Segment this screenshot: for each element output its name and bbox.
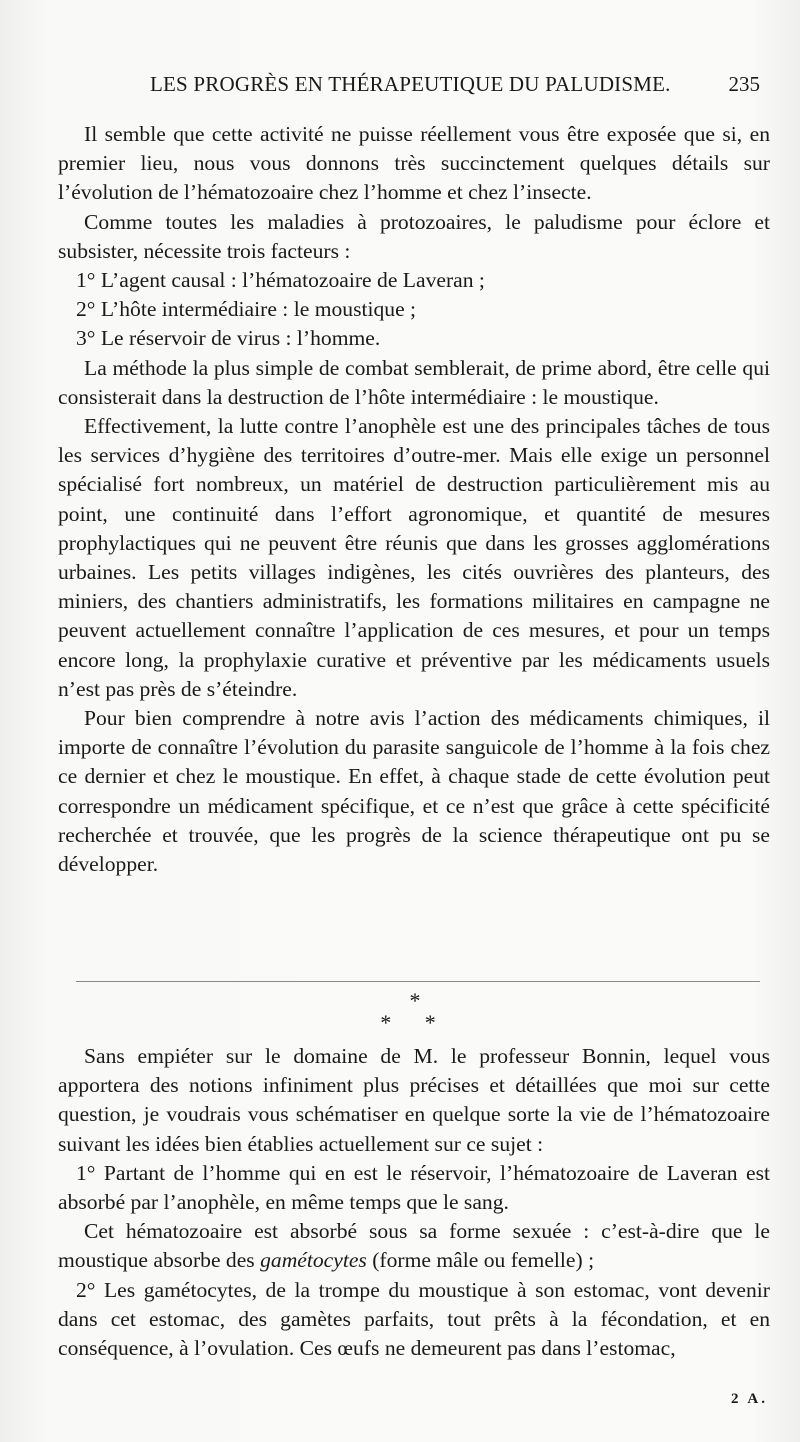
- italic-term: gamétocytes: [260, 1248, 367, 1273]
- running-header: [0, 72, 800, 108]
- text-run: Cet hématozoaire est absorbé sous sa forme sexuée : c’est-à-dire que le moustique absorbe des: [58, 1219, 770, 1273]
- list-item: 3° Le réservoir de virus : l’homme.: [76, 326, 381, 351]
- asterism: [0, 990, 800, 1040]
- paragraph: Effectivement, la lutte contre l’anophèle est une des principales tâches de tous les services d’hygiène des territoires d’outre-mer. Mais elle exige un personnel spécialisé fort nombreux, un matériel de destruction particulièrement mis au point, une continuité dans l’effort agronomique, et quantité de mesures prophylactiques qui ne peuvent être réunis que dans les grosses agglomérations urbaines. Les petits villages indigènes, les cités ouvrières des planteurs, des miniers, des chantiers administratifs, les formations militaires en campagne ne peuvent actuellement connaître l’application de ces mesures, et pour un temps encore long, la prophylaxie curative et préventive par les médicaments usuels n’est pas près de s’éteindre.: [58, 414, 770, 701]
- section-divider: [76, 981, 760, 982]
- paragraph: Comme toutes les maladies à protozoaires, le paludisme pour éclore et subsister, nécessite trois facteurs :: [58, 209, 770, 263]
- printer-signature-mark: 2 A.: [730, 1391, 768, 1407]
- text-run: (forme mâle ou femelle) ;: [366, 1248, 595, 1273]
- body-text-section-1: [58, 120, 770, 879]
- list-item: 2° Les gamétocytes, de la trompe du moustique à son estomac, vont devenir dans cet estomac, des gamètes parfaits, tout prêts à la fécondation, et en conséquence, à l’ovulation. Ces œufs ne demeurent pas dans l’estomac,: [58, 1277, 770, 1361]
- page-number: 235: [728, 72, 760, 96]
- list-item: 1° Partant de l’homme qui en est le réservoir, l’hématozoaire de Laveran est absorbé par l’anophèle, en même temps que le sang.: [58, 1160, 770, 1215]
- list-item: 1° L’agent causal : l’hématozoaire de Laveran ;: [76, 268, 485, 293]
- paragraph: Il semble que cette activité ne puisse réellement vous être exposée que si, en premier lieu, nous vous donnons très succinctement quelques détails sur l’évolution de l’hématozoaire chez l’homme et chez l’insecte.: [58, 122, 770, 205]
- paragraph: Sans empiéter sur le domaine de M. le professeur Bonnin, lequel vous apportera des notions infiniment plus précises et détaillées que moi sur cette question, je voudrais vous schématiser en quelque sorte la vie de l’hématozoaire suivant les idées bien établies actuellement sur ce sujet :: [58, 1044, 770, 1156]
- asterism-bottom: * *: [380, 1010, 450, 1035]
- list-item: 2° L’hôte intermédiaire : le moustique ;: [76, 297, 417, 322]
- asterism-top: *: [409, 988, 421, 1013]
- running-title: LES PROGRÈS EN THÉRAPEUTIQUE DU PALUDISME.: [150, 72, 671, 96]
- body-text-section-2: [58, 1042, 770, 1363]
- paragraph: Pour bien comprendre à notre avis l’action des médicaments chimiques, il importe de connaître l’évolution du parasite sanguicole de l’homme à la fois chez ce dernier et chez le moustique. En effet, à chaque stade de cette évolution peut correspondre un médicament spécifique, et ce n’est que grâce à cette spécificité recherchée et trouvée, que les progrès de la science thérapeutique ont pu se développer.: [58, 706, 770, 877]
- paragraph: [58, 1217, 770, 1275]
- paragraph: La méthode la plus simple de combat semblerait, de prime abord, être celle qui consisterait dans la destruction de l’hôte intermédiaire : le moustique.: [58, 355, 770, 409]
